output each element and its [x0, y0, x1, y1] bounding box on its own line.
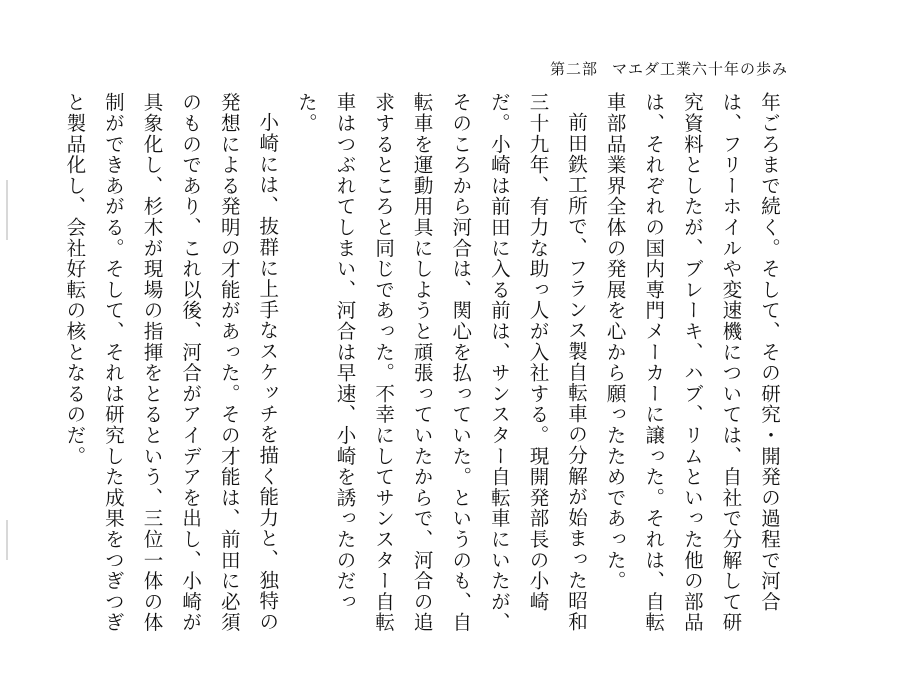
scan-edge-mark: [6, 180, 8, 240]
paragraph: 小崎には、抜群に上手なスケッチを描く能力と、独特の発想による発明の才能があった。その才能は、前田に必須のものであり、これ以後、河合がアイデアを出し、小崎が具象化し、杉木が現場の指揮をとるという、三位一体の体制ができあがる。そして、それは研究した成果をつぎつぎと製品化し、会社好転の核となるのだ。: [63, 92, 280, 633]
running-head: [550, 58, 788, 79]
paragraph: 前田鉄工所で、フランス製自転車の分解が始まった昭和三十九年、有力な助っ人が入社する。現開発部長の小崎だ。小崎は前田に入る前は、サンスター自転車にいたが、そのころから河合は、関心を払っていた。というのも、自転車を運動用具にしようと頑張っていたからで、河合の追求するところと同じであった。不幸にしてサンスター自転車はつぶれてしまい、河合は早速、小崎を誘ったのだった。: [294, 92, 589, 633]
body-text: [55, 92, 788, 652]
paragraph-continued: 年ごろまで続く。そして、その研究・開発の過程で河合は、フリーホイルや変速機については、自社で分解して研究資料としたが、ブレーキ、ハブ、リムといった他の部品は、それぞれの国内専門メーカーに譲った。それは、自転車部品業界全体の発展を心から願ったためであった。: [603, 92, 781, 633]
scan-edge-mark: [6, 520, 8, 560]
chapter-title: マエダ工業六十年の歩み: [611, 60, 788, 78]
part-label: 第二部: [549, 60, 598, 78]
